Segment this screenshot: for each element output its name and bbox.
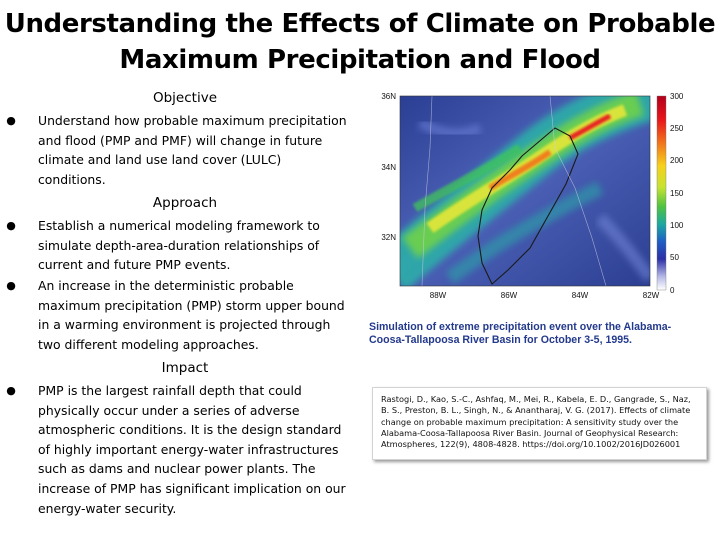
figure-caption: Simulation of extreme precipitation event over the Alabama-Coosa-Tallapoosa River Basin for October 3-5, 1995. — [369, 321, 672, 346]
lon-label: 82W — [642, 291, 660, 300]
lat-label: 34N — [381, 163, 396, 172]
bullet-dot-icon: ● — [6, 384, 16, 397]
approach-bullet — [6, 276, 351, 354]
colorbar-label: 0 — [670, 286, 675, 295]
objective-heading: Objective — [152, 90, 217, 106]
colorbar — [657, 96, 666, 290]
approach-bullet — [6, 216, 351, 275]
lon-label: 84W — [571, 291, 589, 300]
impact-heading: Impact — [161, 360, 209, 376]
title-line-2: Maximum Precipitation and Flood — [119, 45, 601, 75]
precipitation-map-figure — [370, 88, 695, 303]
colorbar-label: 100 — [670, 221, 684, 230]
precipitation-map — [370, 88, 695, 303]
objective-bullet-text: Understand how probable maximum precipitation and flood (PMP and PMF) will change in future climate and land use land cover (LULC) conditions. — [38, 113, 347, 187]
bullet-dot-icon: ● — [6, 114, 16, 127]
colorbar-label: 50 — [670, 253, 679, 262]
impact-bullet-text: PMP is the largest rainfall depth that could physically occur under a series of adverse atmospheric conditions. It is the design standard of highly important energy-water infrastructures such as dams and nuclear power plants. The increase of PMP has significant implication on our energy-water security. — [38, 383, 346, 516]
colorbar-label: 300 — [670, 92, 684, 101]
approach-bullet-text: Establish a numerical modeling framework to simulate depth-area-duration relationships of current and future PMP events. — [38, 218, 320, 273]
lat-label: 32N — [381, 233, 396, 242]
lon-label: 88W — [429, 291, 447, 300]
approach-heading: Approach — [152, 195, 218, 211]
bullet-dot-icon: ● — [6, 279, 16, 292]
impact-bullet — [6, 381, 351, 518]
lon-label: 86W — [500, 291, 518, 300]
colorbar-label: 200 — [670, 156, 684, 165]
colorbar-label: 150 — [670, 189, 684, 198]
lat-label: 36N — [381, 92, 396, 101]
approach-bullet-text: An increase in the deterministic probable maximum precipitation (PMP) storm upper bound in a warming environment is projected through two different modeling approaches. — [38, 278, 345, 352]
citation-box — [372, 387, 707, 460]
title-line-1: Understanding the Effects of Climate on Probable — [4, 9, 716, 39]
colorbar-label: 250 — [670, 124, 684, 133]
slide-title — [0, 6, 720, 78]
citation-text: Rastogi, D., Kao, S.-C., Ashfaq, M., Mei, R., Kabela, E. D., Gangrade, S., Naz, B. S., Preston, B. L., Singh, N., & Anantharaj, V. G. (2017). Effects of climate change on probable maximum precipitation: A sensitivity study over the Alabama-Coosa-Tallapoosa River Basin. Journal of Geophysical Research: Atmospheres, 122(9), 4808-4828. https://doi.org/10.1002/2016JD026001 — [381, 394, 691, 450]
bullet-dot-icon: ● — [6, 219, 16, 232]
objective-bullet — [6, 111, 351, 189]
